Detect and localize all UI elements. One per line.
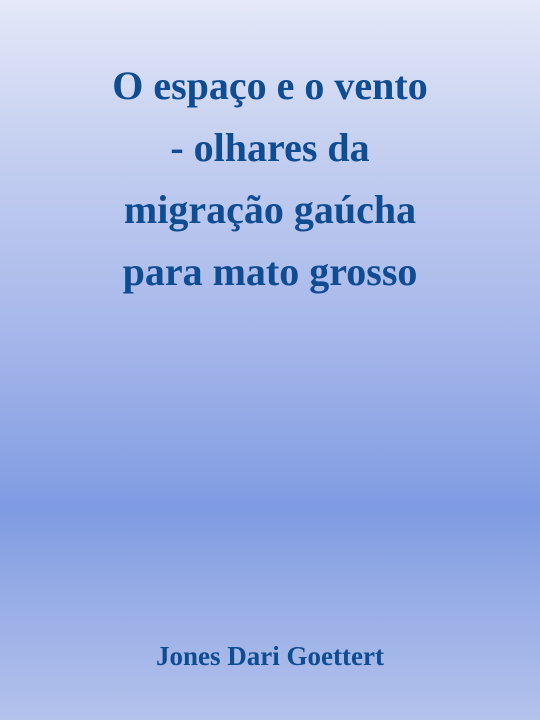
book-title-line-3: migração gaúcha — [123, 187, 417, 232]
book-author: Jones Dari Goettert — [156, 641, 384, 671]
book-title-line-4: para mato grosso — [122, 249, 418, 294]
book-title-line-1: O espaço e o vento — [112, 63, 428, 108]
book-title-line-2: - olhares da — [170, 125, 370, 170]
book-title — [20, 55, 520, 303]
